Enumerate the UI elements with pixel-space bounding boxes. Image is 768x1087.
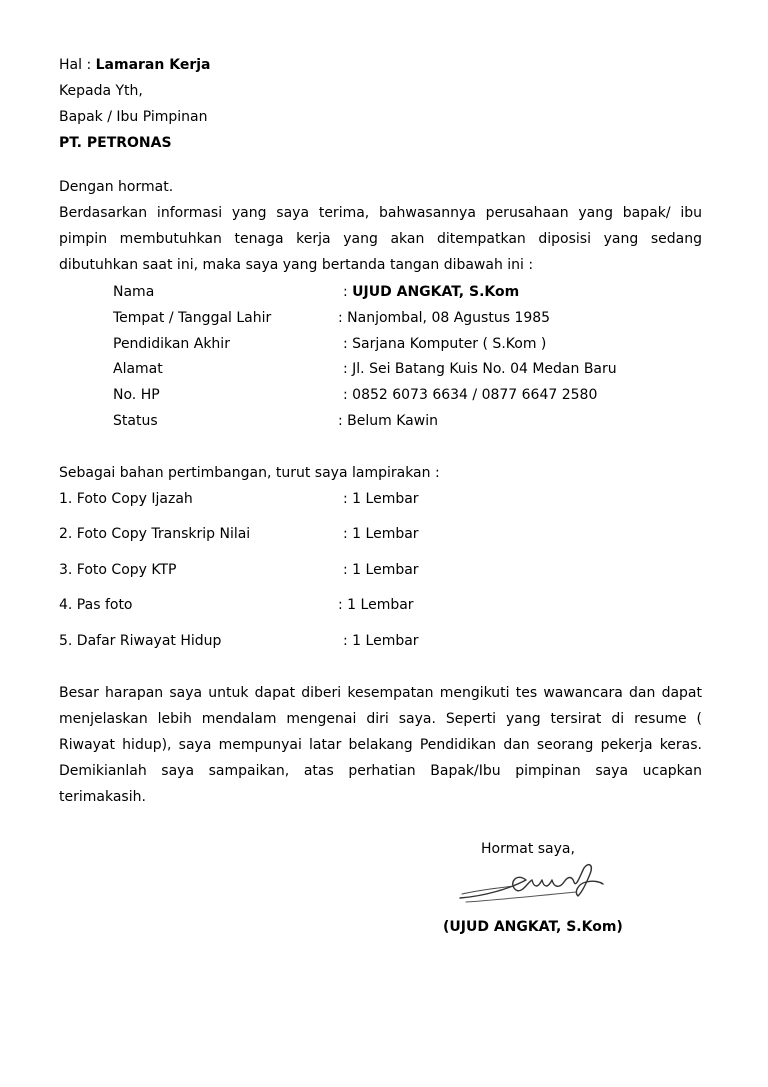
identity-value-address: : Jl. Sei Batang Kuis No. 04 Medan Baru xyxy=(343,361,617,377)
closing-line: Demikianlah saya sampaikan, atas perhatian Bapak/Ibu pimpinan saya ucapkan xyxy=(59,763,702,779)
attachment-label: 3. Foto Copy KTP xyxy=(59,562,177,578)
opening-line: Berdasarkan informasi yang saya terima, bahwasannya perusahaan yang bapak/ ibu xyxy=(59,205,702,221)
attachment-label: 2. Foto Copy Transkrip Nilai xyxy=(59,526,251,542)
attachment-label: 1. Foto Copy Ijazah xyxy=(59,491,193,507)
identity-colon: : xyxy=(343,284,353,300)
closing-line: terimakasih. xyxy=(59,789,146,805)
closing-line: menjelaskan lebih mendalam mengenai diri saya. Seperti yang tersirat di resume ( xyxy=(59,711,702,727)
subject-value: Lamaran Kerja xyxy=(95,57,211,73)
identity-label-education: Pendidikan Akhir xyxy=(113,336,230,352)
to-line: Kepada Yth, xyxy=(59,83,143,99)
subject-label: Hal : xyxy=(59,57,96,73)
subject-line xyxy=(59,56,210,74)
signatory-name: (UJUD ANGKAT, S.Kom) xyxy=(443,919,623,935)
salutation: Hormat saya, xyxy=(481,841,575,857)
identity-label-address: Alamat xyxy=(113,361,163,377)
identity-value-name xyxy=(343,283,519,301)
opening-line: dibutuhkan saat ini, maka saya yang bertanda tangan dibawah ini : xyxy=(59,257,534,273)
greeting: Dengan hormat. xyxy=(59,179,174,195)
attachment-value: : 1 Lembar xyxy=(343,562,419,578)
handwritten-signature xyxy=(456,858,606,910)
opening-line: pimpin membutuhkan tenaga kerja yang akan ditempatkan diposisi yang sedang xyxy=(59,231,702,247)
closing-line: Besar harapan saya untuk dapat diberi kesempatan mengikuti tes wawancara dan dapat xyxy=(59,685,702,701)
identity-label-status: Status xyxy=(113,413,158,429)
identity-value-status: : Belum Kawin xyxy=(338,413,438,429)
attachment-value: : 1 Lembar xyxy=(343,491,419,507)
identity-value-birth: : Nanjombal, 08 Agustus 1985 xyxy=(338,310,551,326)
attachments-intro: Sebagai bahan pertimbangan, turut saya lampirakan : xyxy=(59,465,440,481)
identity-value-phone: : 0852 6073 6634 / 0877 6647 2580 xyxy=(343,387,598,403)
attachment-value: : 1 Lembar xyxy=(338,597,414,613)
applicant-name: UJUD ANGKAT, S.Kom xyxy=(352,284,520,300)
identity-label-name: Nama xyxy=(113,284,155,300)
attachment-value: : 1 Lembar xyxy=(343,633,419,649)
attachment-value: : 1 Lembar xyxy=(343,526,419,542)
recipient-line: Bapak / Ibu Pimpinan xyxy=(59,109,208,125)
company-name: PT. PETRONAS xyxy=(59,135,172,151)
identity-label-birth: Tempat / Tanggal Lahir xyxy=(113,310,272,326)
identity-value-education: : Sarjana Komputer ( S.Kom ) xyxy=(343,336,547,352)
closing-line: Riwayat hidup), saya mempunyai latar belakang Pendidikan dan seorang pekerja keras. xyxy=(59,737,702,753)
attachment-label: 5. Dafar Riwayat Hidup xyxy=(59,633,222,649)
attachment-label: 4. Pas foto xyxy=(59,597,133,613)
identity-label-phone: No. HP xyxy=(113,387,160,403)
